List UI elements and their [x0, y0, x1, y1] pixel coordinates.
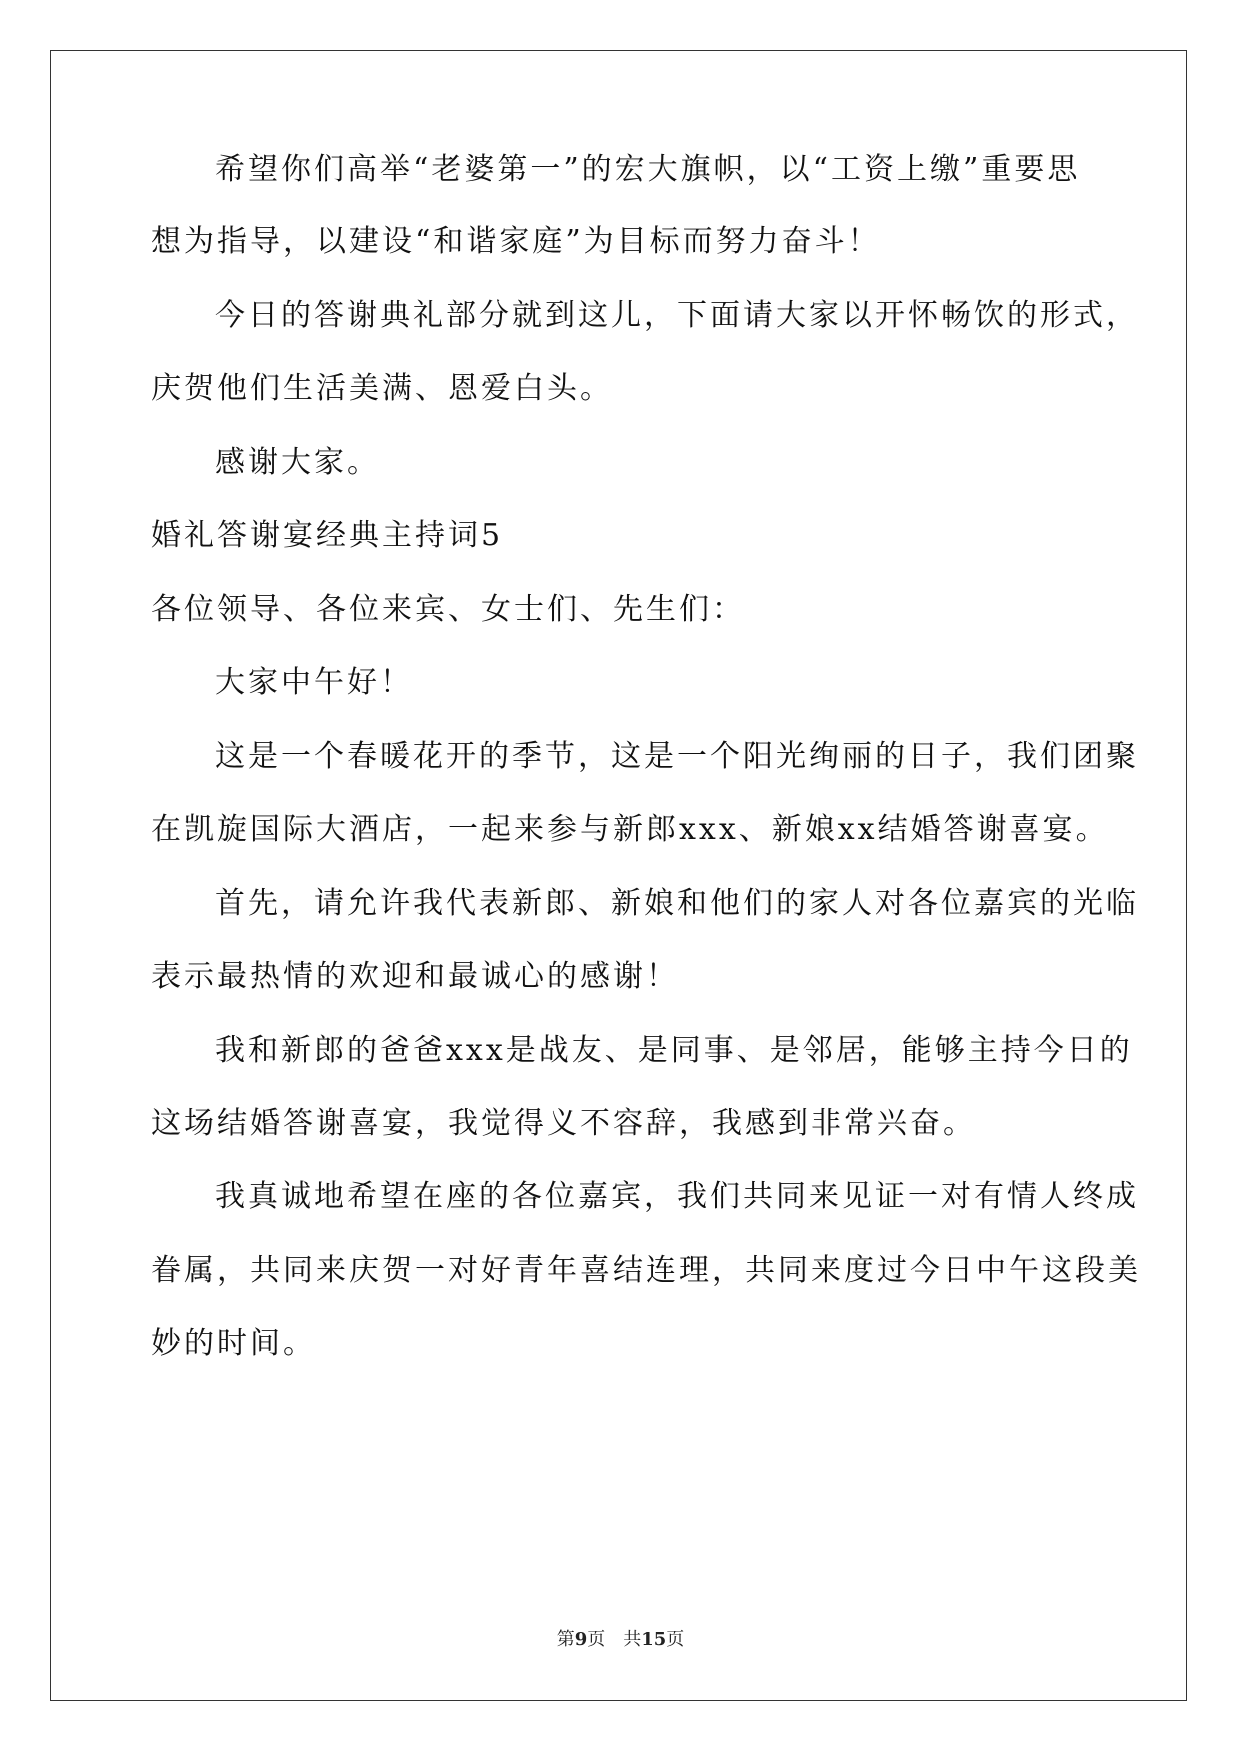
paragraph-line: 这场结婚答谢喜宴，我觉得义不容辞，我感到非常兴奋。 — [151, 1106, 976, 1141]
footer-total-prefix: 共 — [623, 1629, 642, 1650]
paragraph-line: 感谢大家。 — [215, 445, 380, 480]
paragraph-line: 想为指导，以建设“和谐家庭”为目标而努力奋斗！ — [151, 224, 881, 259]
paragraph-line: 首先，请允许我代表新郎、新娘和他们的家人对各位嘉宾的光临 — [215, 886, 1139, 921]
paragraph-line: 我真诚地希望在座的各位嘉宾，我们共同来见证一对有情人终成 — [215, 1179, 1139, 1214]
paragraph-line: 表示最热情的欢迎和最诚心的感谢！ — [151, 959, 679, 994]
paragraph-line: 庆贺他们生活美满、恩爱白头。 — [151, 371, 613, 406]
paragraph-line: 在凯旋国际大酒店，一起来参与新郎xxx、新娘xx结婚答谢喜宴。 — [151, 812, 1109, 847]
total-page-number: 15 — [641, 1629, 667, 1650]
section-heading: 婚礼答谢宴经典主持词5 — [151, 518, 504, 553]
paragraph-line: 眷属，共同来庆贺一对好青年喜结连理，共同来度过今日中午这段美 — [151, 1253, 1141, 1288]
footer-total-suffix: 页 — [666, 1629, 685, 1650]
paragraph-line: 希望你们高举“老婆第一”的宏大旗帜，以“工资上缴”重要思 — [215, 152, 1081, 187]
paragraph-line: 大家中午好！ — [215, 665, 413, 700]
salutation: 各位领导、各位来宾、女士们、先生们： — [151, 592, 745, 627]
paragraph-line: 这是一个春暖花开的季节，这是一个阳光绚丽的日子，我们团聚 — [215, 739, 1139, 774]
current-page-number: 9 — [574, 1629, 588, 1650]
footer-page-suffix: 页 — [587, 1629, 606, 1650]
page-footer — [0, 1628, 1241, 1652]
paragraph-line: 妙的时间。 — [151, 1326, 316, 1361]
footer-prefix: 第 — [556, 1629, 575, 1650]
paragraph-line: 今日的答谢典礼部分就到这儿，下面请大家以开怀畅饮的形式， — [215, 298, 1139, 333]
paragraph-line: 我和新郎的爸爸xxx是战友、是同事、是邻居，能够主持今日的 — [215, 1033, 1133, 1068]
